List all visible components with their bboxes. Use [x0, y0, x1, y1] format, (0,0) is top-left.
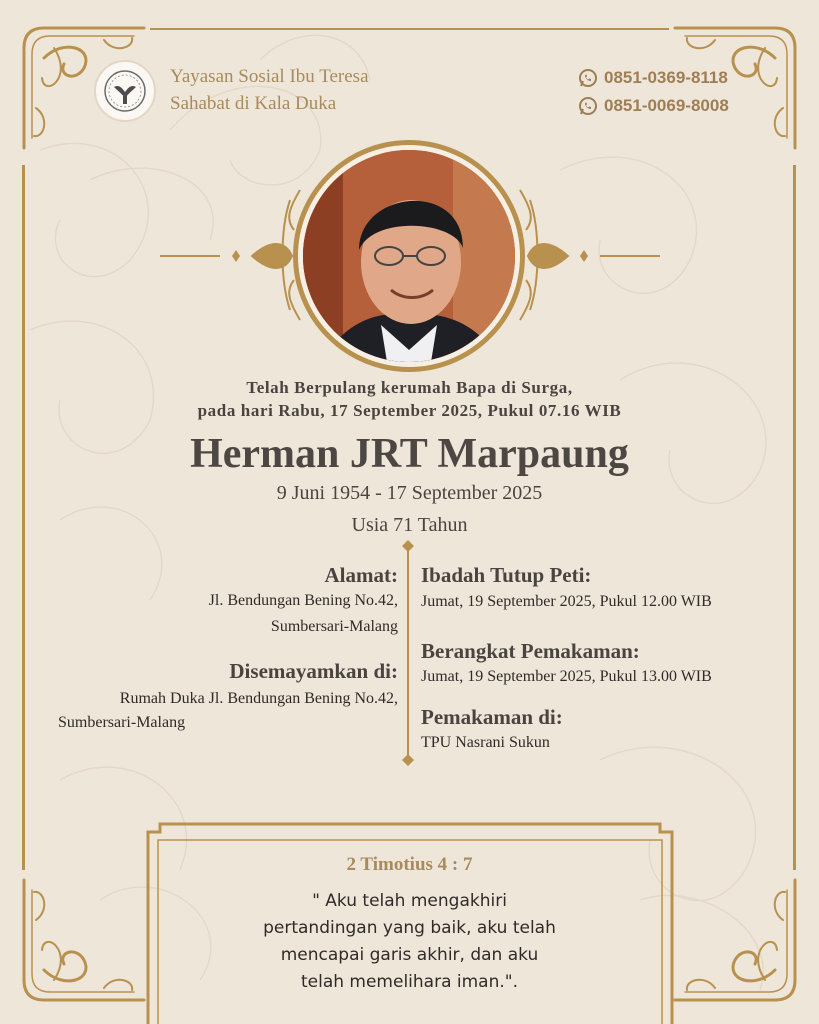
org-logo: [94, 60, 156, 122]
announcement-line-1: Telah Berpulang kerumah Bapa di Surga,: [246, 378, 573, 397]
contact-phone-1-number: 0851-0369-8118: [604, 68, 728, 87]
divider-cap-top: [402, 540, 414, 552]
address-label: Alamat:: [324, 563, 398, 587]
address-line-2: Sumbersari-Malang: [270, 618, 398, 635]
org-name: Yayasan Sosial Ibu Teresa: [170, 66, 369, 87]
whatsapp-icon: [578, 96, 598, 116]
verse-line-3: mencapai garis akhir, dan aku: [280, 945, 539, 965]
dove-emblem-icon: [96, 62, 154, 120]
coffin-service-time: Jumat, 19 September 2025, Pukul 12.00 WIB: [421, 593, 712, 610]
coffin-service-label: Ibadah Tutup Peti:: [421, 563, 592, 587]
org-tagline: Sahabat di Kala Duka: [170, 93, 337, 114]
departure-time: Jumat, 19 September 2025, Pukul 13.00 WIB: [421, 668, 712, 685]
address-line-1: Jl. Bendungan Bening No.42,: [208, 592, 398, 609]
laid-in-state-line-1: Rumah Duka Jl. Bendungan Bening No.42,: [119, 690, 398, 707]
burial-place: TPU Nasrani Sukun: [421, 734, 550, 751]
portrait-photo: [303, 150, 515, 362]
details-divider: [407, 546, 409, 760]
verse-line-4: telah memelihara iman.".: [300, 972, 519, 992]
whatsapp-icon: [578, 68, 598, 88]
laid-in-state-line-2: Sumbersari-Malang: [58, 714, 186, 731]
frame-top: [150, 28, 669, 30]
burial-label: Pemakaman di:: [421, 705, 563, 729]
deceased-name: Herman JRT Marpaung: [190, 431, 629, 477]
contact-phone-2-number: 0851-0069-8008: [604, 96, 729, 115]
deceased-lifespan: 9 Juni 1954 - 17 September 2025: [276, 482, 543, 504]
verse-line-2: pertandingan yang baik, aku telah: [263, 918, 556, 938]
contact-phone-1[interactable]: [578, 68, 728, 88]
corner-ornament-top-right: [665, 18, 805, 158]
contact-phone-2[interactable]: [578, 96, 729, 116]
deceased-age: Usia 71 Tahun: [351, 514, 468, 536]
verse-line-1: " Aku telah mengakhiri: [312, 891, 507, 911]
divider-cap-bottom: [402, 754, 414, 766]
verse-reference: 2 Timotius 4 : 7: [346, 854, 473, 875]
announcement-line-2: pada hari Rabu, 17 September 2025, Pukul 07.16 WIB: [197, 401, 622, 420]
laid-in-state-label: Disemayamkan di:: [229, 659, 398, 683]
departure-label: Berangkat Pemakaman:: [421, 639, 640, 663]
